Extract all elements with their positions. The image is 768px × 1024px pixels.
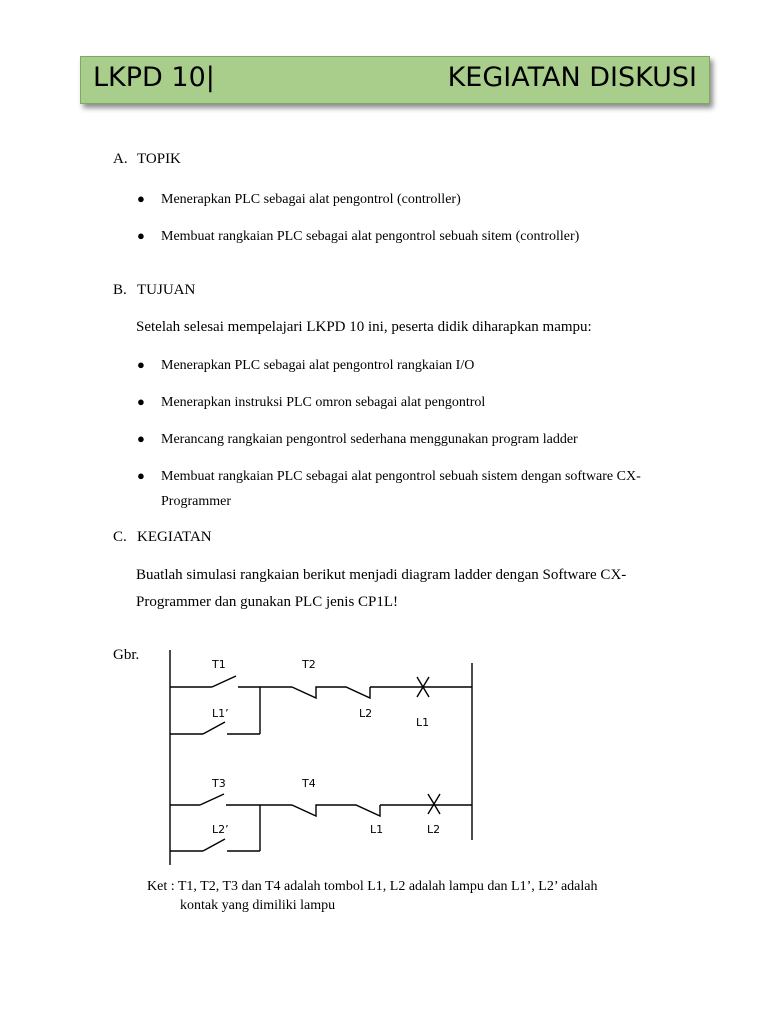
header-lkpd-number: LKPD 10| [93, 62, 215, 93]
caption-line-2: kontak yang dimiliki lampu [180, 898, 336, 913]
kegiatan-line-2: Programmer dan gunakan PLC jenis CP1L! [136, 594, 399, 610]
header-activity-title: KEGIATAN DISKUSI [447, 62, 697, 93]
section-a-letter: A. [113, 151, 128, 167]
tujuan-item-4-continuation: Programmer [161, 494, 231, 509]
section-b-title: TUJUAN [137, 282, 196, 298]
topik-item-1-text: Menerapkan PLC sebagai alat pengontrol (controller) [161, 192, 461, 207]
tujuan-item-2-text: Menerapkan instruksi PLC omron sebagai alat pengontrol [161, 395, 486, 410]
l1-prime-no-contact [203, 722, 225, 734]
t2-l2-nc-contacts [292, 687, 370, 698]
tujuan-intro: Setelah selesai mempelajari LKPD 10 ini, peserta didik diharapkan mampu: [136, 319, 592, 335]
l2-prime-no-contact [203, 839, 225, 851]
caption-line-1: Ket : T1, T2, T3 dan T4 adalah tombol L1, L2 adalah lampu dan L1’, L2’ adalah [147, 879, 598, 894]
t4-l1-nc-contacts [292, 805, 380, 816]
label-t4: T4 [302, 777, 316, 790]
bullet-icon: ● [137, 431, 145, 446]
bullet-icon: ● [137, 468, 145, 483]
bullet-icon: ● [137, 357, 145, 372]
topik-item-2-text: Membuat rangkaian PLC sebagai alat pengontrol sebuah sitem (controller) [161, 229, 580, 244]
label-l1-lamp: L1 [416, 716, 430, 729]
label-l2-prime: L2’ [212, 823, 229, 836]
label-l1-contact: L1 [370, 823, 384, 836]
tujuan-item-3-text: Merancang rangkaian pengontrol sederhana menggunakan program ladder [161, 432, 578, 447]
t3-no-contact [200, 794, 224, 805]
section-c-title: KEGIATAN [137, 529, 212, 545]
label-t2: T2 [302, 658, 316, 671]
label-l1-prime: L1’ [212, 707, 229, 720]
bullet-icon: ● [137, 228, 145, 243]
section-a-title: TOPIK [137, 151, 181, 167]
t1-no-contact [212, 676, 236, 687]
label-t3: T3 [212, 777, 226, 790]
bullet-icon: ● [137, 394, 145, 409]
tujuan-item-4-text: Membuat rangkaian PLC sebagai alat pengontrol sebuah sistem dengan software CX- [161, 469, 641, 484]
label-l2-lamp: L2 [427, 823, 441, 836]
section-c-letter: C. [113, 529, 127, 545]
label-t1: T1 [212, 658, 226, 671]
figure-label: Gbr. [113, 647, 140, 663]
kegiatan-line-1: Buatlah simulasi rangkaian berikut menjadi diagram ladder dengan Software CX- [136, 567, 627, 583]
label-l2-contact: L2 [359, 707, 373, 720]
tujuan-item-1-text: Menerapkan PLC sebagai alat pengontrol rangkaian I/O [161, 358, 475, 373]
bullet-icon: ● [137, 191, 145, 206]
section-b-letter: B. [113, 282, 127, 298]
